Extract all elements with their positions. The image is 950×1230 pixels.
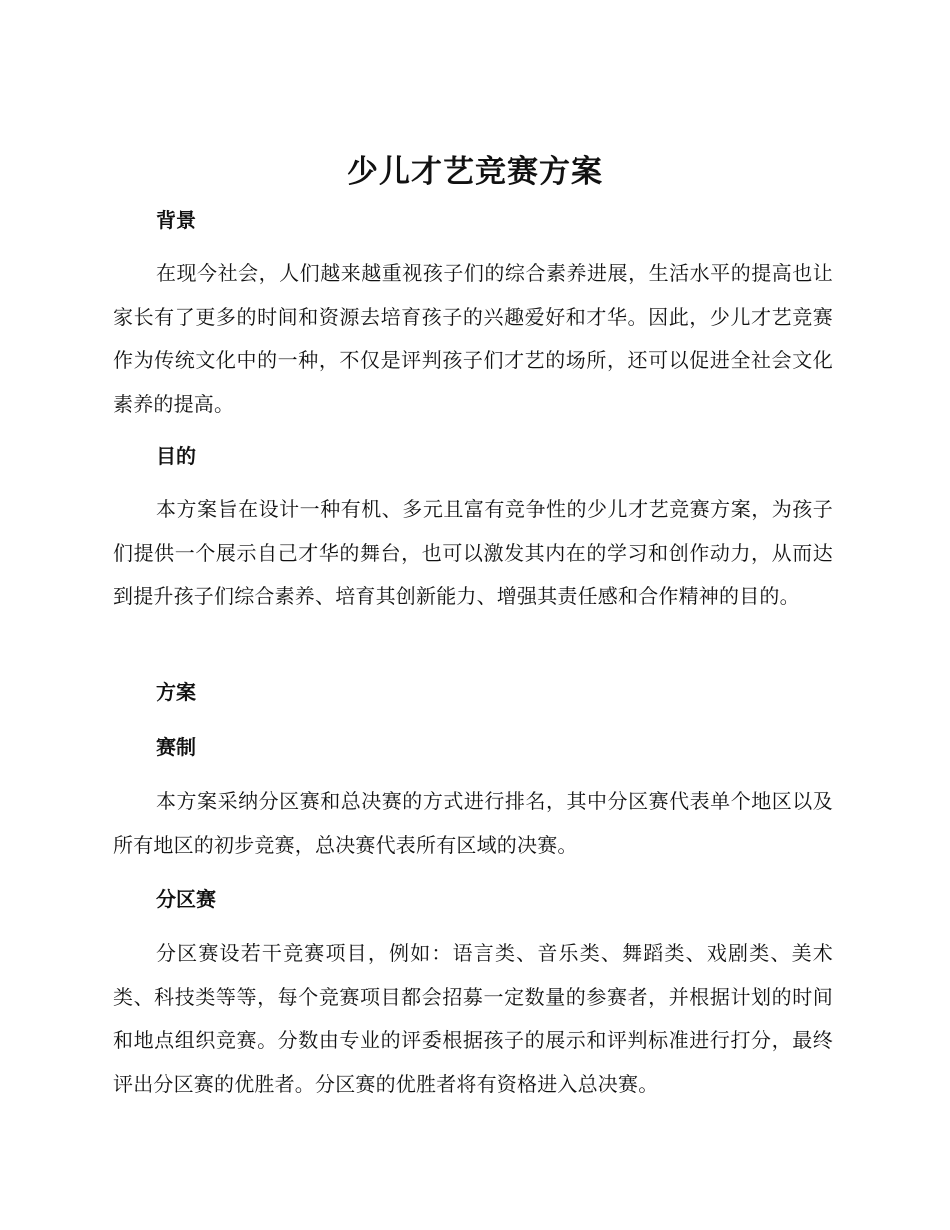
section-heading-regional: 分区赛	[156, 887, 216, 911]
paragraph-regional: 分区赛设若干竞赛项目，例如：语言类、音乐类、舞蹈类、戏剧类、美术类、科技类等等，每个竞赛项目都会招募一定数量的参赛者，并根据计划的时间和地点组织竞赛。分数由专业的评委根据孩子的展示和评判标准进行打分，最终评出分区赛的优胜者。分区赛的优胜者将有资格进入总决赛。	[113, 941, 833, 1096]
section-heading-format: 赛制	[156, 735, 196, 759]
section-heading-purpose: 目的	[156, 444, 196, 468]
section-heading-plan: 方案	[156, 680, 196, 704]
paragraph-purpose: 本方案旨在设计一种有机、多元且富有竞争性的少儿才艺竞赛方案，为孩子们提供一个展示自己才华的舞台，也可以激发其内在的学习和创作动力，从而达到提升孩子们综合素养、培育其创新能力、增强其责任感和合作精神的目的。	[113, 497, 833, 608]
section-heading-background: 背景	[156, 208, 196, 232]
paragraph-background: 在现今社会，人们越来越重视孩子们的综合素养进展，生活水平的提高也让家长有了更多的时间和资源去培育孩子的兴趣爱好和才华。因此，少儿才艺竞赛作为传统文化中的一种，不仅是评判孩子们才艺的场所，还可以促进全社会文化素养的提高。	[113, 261, 833, 416]
document-title: 少儿才艺竞赛方案	[347, 154, 603, 190]
paragraph-format: 本方案采纳分区赛和总决赛的方式进行排名，其中分区赛代表单个地区以及所有地区的初步竞赛，总决赛代表所有区域的决赛。	[113, 789, 833, 857]
